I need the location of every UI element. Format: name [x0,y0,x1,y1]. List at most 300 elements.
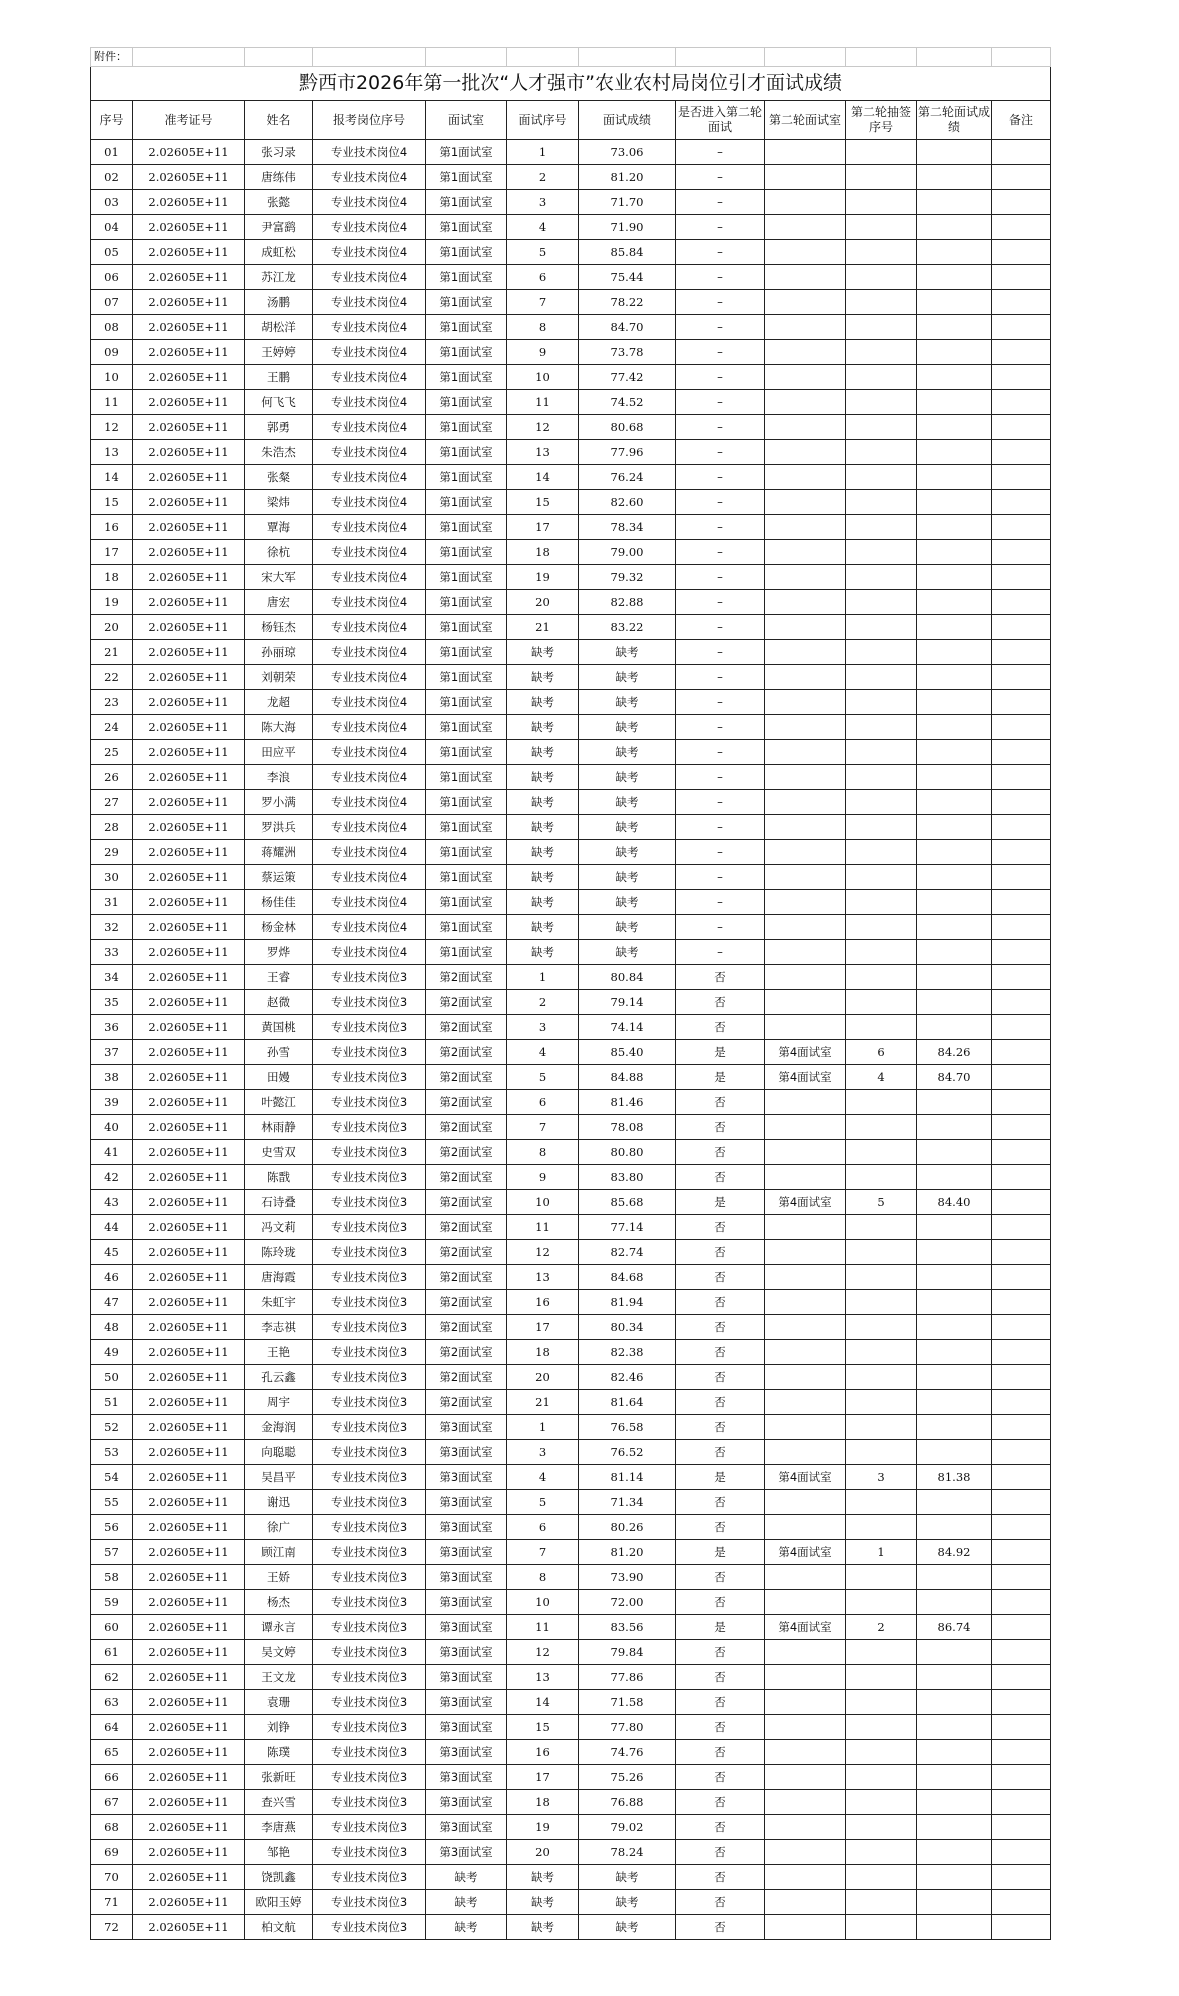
advance-cell: – [676,690,765,715]
note-cell [992,615,1051,640]
round2-room-cell [765,1290,846,1315]
ticket-cell: 2.02605E+11 [133,1190,245,1215]
room-cell: 第3面试室 [426,1690,507,1715]
table-row [91,390,1051,415]
ticket-cell: 2.02605E+11 [133,665,245,690]
round2-score-cell [917,415,992,440]
room-cell: 第1面试室 [426,715,507,740]
table-row [91,165,1051,190]
ticket-cell: 2.02605E+11 [133,815,245,840]
room-cell: 第1面试室 [426,215,507,240]
room-cell: 第1面试室 [426,390,507,415]
ticket-cell: 2.02605E+11 [133,1265,245,1290]
advance-cell: – [676,815,765,840]
round2-draw-cell [846,1590,917,1615]
round2-score-cell [917,940,992,965]
order-cell: 11 [507,390,579,415]
ticket-cell: 2.02605E+11 [133,765,245,790]
advance-cell: 否 [676,1790,765,1815]
room-cell: 第2面试室 [426,1140,507,1165]
post-cell: 专业技术岗位4 [313,465,426,490]
ticket-cell: 2.02605E+11 [133,1815,245,1840]
round2-score-cell: 84.92 [917,1540,992,1565]
table-row [91,1490,1051,1515]
round2-score-cell [917,1590,992,1615]
round2-score-cell [917,815,992,840]
room-cell: 第2面试室 [426,1390,507,1415]
round2-draw-cell [846,865,917,890]
note-cell [992,190,1051,215]
room-cell: 第1面试室 [426,890,507,915]
table-row [91,1040,1051,1065]
table-row [91,1690,1051,1715]
advance-cell: – [676,865,765,890]
note-cell [992,440,1051,465]
advance-cell: 是 [676,1465,765,1490]
name-cell: 张粲 [245,465,313,490]
round2-draw-cell [846,340,917,365]
advance-cell: 否 [676,965,765,990]
post-cell: 专业技术岗位3 [313,1640,426,1665]
round2-score-cell [917,1665,992,1690]
score-cell: 82.38 [579,1340,676,1365]
name-cell: 查兴雪 [245,1790,313,1815]
round2-room-cell [765,315,846,340]
round2-draw-cell [846,915,917,940]
table-row [91,1265,1051,1290]
ticket-cell: 2.02605E+11 [133,490,245,515]
table-row [91,990,1051,1015]
order-cell: 1 [507,1415,579,1440]
name-cell: 王艳 [245,1340,313,1365]
post-cell: 专业技术岗位4 [313,690,426,715]
advance-cell: 否 [676,1315,765,1340]
advance-cell: – [676,915,765,940]
advance-cell: – [676,615,765,640]
table-row [91,665,1051,690]
score-cell: 77.80 [579,1715,676,1740]
note-cell [992,590,1051,615]
post-cell: 专业技术岗位4 [313,890,426,915]
table-row [91,690,1051,715]
seq-cell: 30 [91,865,133,890]
round2-score-cell [917,1165,992,1190]
seq-cell: 54 [91,1465,133,1490]
round2-room-cell [765,715,846,740]
advance-cell: 否 [676,1590,765,1615]
seq-cell: 33 [91,940,133,965]
note-cell [992,1665,1051,1690]
round2-draw-cell [846,1490,917,1515]
advance-cell: – [676,490,765,515]
name-cell: 蔡运策 [245,865,313,890]
seq-cell: 63 [91,1690,133,1715]
ticket-cell: 2.02605E+11 [133,165,245,190]
seq-cell: 35 [91,990,133,1015]
round2-score-cell [917,715,992,740]
order-cell: 7 [507,1540,579,1565]
seq-cell: 58 [91,1565,133,1590]
post-cell: 专业技术岗位4 [313,865,426,890]
round2-draw-cell [846,215,917,240]
name-cell: 吴昌平 [245,1465,313,1490]
seq-cell: 50 [91,1365,133,1390]
ticket-cell: 2.02605E+11 [133,1865,245,1890]
round2-score-cell [917,640,992,665]
score-cell: 84.68 [579,1265,676,1290]
score-cell: 82.60 [579,490,676,515]
ticket-cell: 2.02605E+11 [133,1090,245,1115]
room-cell: 第2面试室 [426,1015,507,1040]
ticket-cell: 2.02605E+11 [133,1015,245,1040]
seq-cell: 47 [91,1290,133,1315]
order-cell: 15 [507,490,579,515]
round2-score-cell [917,1365,992,1390]
post-cell: 专业技术岗位3 [313,1540,426,1565]
post-cell: 专业技术岗位4 [313,365,426,390]
ticket-cell: 2.02605E+11 [133,440,245,465]
round2-score-cell [917,240,992,265]
seq-cell: 11 [91,390,133,415]
name-cell: 罗烨 [245,940,313,965]
room-cell: 第2面试室 [426,1090,507,1115]
table-row [91,1515,1051,1540]
score-cell: 81.20 [579,1540,676,1565]
note-cell [992,1840,1051,1865]
attachment-row [91,48,1051,67]
order-cell: 21 [507,615,579,640]
round2-score-cell [917,215,992,240]
room-cell: 第2面试室 [426,1190,507,1215]
order-cell: 缺考 [507,715,579,740]
round2-draw-cell [846,515,917,540]
post-cell: 专业技术岗位3 [313,1090,426,1115]
round2-room-cell [765,740,846,765]
round2-draw-cell [846,740,917,765]
seq-cell: 31 [91,890,133,915]
seq-cell: 27 [91,790,133,815]
seq-cell: 34 [91,965,133,990]
room-cell: 第2面试室 [426,1040,507,1065]
name-cell: 叶懿江 [245,1090,313,1115]
post-cell: 专业技术岗位4 [313,640,426,665]
seq-cell: 70 [91,1865,133,1890]
seq-cell: 68 [91,1815,133,1840]
table-row [91,1415,1051,1440]
round2-draw-cell [846,1790,917,1815]
seq-cell: 05 [91,240,133,265]
name-cell: 柏文航 [245,1915,313,1940]
room-cell: 第3面试室 [426,1490,507,1515]
name-cell: 张习录 [245,140,313,165]
order-cell: 缺考 [507,1865,579,1890]
room-cell: 第3面试室 [426,1765,507,1790]
order-cell: 10 [507,365,579,390]
round2-draw-cell [846,1740,917,1765]
table-row [91,215,1051,240]
note-cell [992,1765,1051,1790]
round2-room-cell [765,340,846,365]
advance-cell: 否 [676,1440,765,1465]
name-cell: 覃海 [245,515,313,540]
attachment-label: 附件： [91,48,133,67]
header-cell: 备注 [992,101,1051,140]
ticket-cell: 2.02605E+11 [133,1565,245,1590]
post-cell: 专业技术岗位4 [313,740,426,765]
room-cell: 第3面试室 [426,1590,507,1615]
ticket-cell: 2.02605E+11 [133,1490,245,1515]
note-cell [992,1490,1051,1515]
advance-cell: – [676,415,765,440]
ticket-cell: 2.02605E+11 [133,140,245,165]
table-row [91,1440,1051,1465]
ticket-cell: 2.02605E+11 [133,590,245,615]
name-cell: 陈戬 [245,1165,313,1190]
ticket-cell: 2.02605E+11 [133,1415,245,1440]
ticket-cell: 2.02605E+11 [133,790,245,815]
name-cell: 饶凯鑫 [245,1865,313,1890]
seq-cell: 61 [91,1640,133,1665]
name-cell: 金海润 [245,1415,313,1440]
order-cell: 18 [507,1790,579,1815]
table-row [91,590,1051,615]
score-cell: 73.90 [579,1565,676,1590]
order-cell: 缺考 [507,915,579,940]
table-row [91,1565,1051,1590]
round2-room-cell [765,290,846,315]
score-cell: 79.14 [579,990,676,1015]
seq-cell: 37 [91,1040,133,1065]
round2-draw-cell [846,990,917,1015]
round2-draw-cell [846,1515,917,1540]
round2-score-cell [917,140,992,165]
ticket-cell: 2.02605E+11 [133,1915,245,1940]
round2-draw-cell [846,1315,917,1340]
score-cell: 缺考 [579,740,676,765]
room-cell: 第3面试室 [426,1640,507,1665]
round2-room-cell [765,840,846,865]
score-cell: 缺考 [579,715,676,740]
advance-cell: – [676,590,765,615]
table-row [91,190,1051,215]
post-cell: 专业技术岗位4 [313,665,426,690]
note-cell [992,1240,1051,1265]
round2-score-cell [917,390,992,415]
seq-cell: 71 [91,1890,133,1915]
advance-cell: – [676,440,765,465]
advance-cell: – [676,765,765,790]
round2-draw-cell [846,1340,917,1365]
round2-room-cell [765,890,846,915]
score-cell: 83.56 [579,1615,676,1640]
note-cell [992,790,1051,815]
round2-draw-cell [846,1890,917,1915]
name-cell: 田应平 [245,740,313,765]
post-cell: 专业技术岗位4 [313,940,426,965]
advance-cell: 否 [676,1815,765,1840]
table-row [91,540,1051,565]
round2-draw-cell [846,1390,917,1415]
header-cell: 面试室 [426,101,507,140]
round2-room-cell [765,640,846,665]
score-cell: 85.84 [579,240,676,265]
seq-cell: 16 [91,515,133,540]
round2-room-cell: 第4面试室 [765,1065,846,1090]
order-cell: 21 [507,1390,579,1415]
header-row [91,101,1051,140]
table-row [91,1540,1051,1565]
round2-score-cell [917,690,992,715]
seq-cell: 39 [91,1090,133,1115]
advance-cell: – [676,190,765,215]
note-cell [992,1440,1051,1465]
round2-score-cell [917,465,992,490]
table-row [91,1840,1051,1865]
ticket-cell: 2.02605E+11 [133,240,245,265]
header-cell: 准考证号 [133,101,245,140]
name-cell: 蒋耀洲 [245,840,313,865]
score-cell: 80.84 [579,965,676,990]
order-cell: 20 [507,590,579,615]
advance-cell: – [676,715,765,740]
ticket-cell: 2.02605E+11 [133,1140,245,1165]
round2-draw-cell [846,440,917,465]
round2-draw-cell [846,565,917,590]
round2-room-cell [765,990,846,1015]
note-cell [992,565,1051,590]
seq-cell: 18 [91,565,133,590]
post-cell: 专业技术岗位3 [313,1665,426,1690]
room-cell: 第1面试室 [426,865,507,890]
room-cell: 第1面试室 [426,640,507,665]
note-cell [992,1690,1051,1715]
round2-draw-cell [846,1640,917,1665]
round2-room-cell [765,140,846,165]
order-cell: 4 [507,1465,579,1490]
note-cell [992,815,1051,840]
name-cell: 孙雪 [245,1040,313,1065]
advance-cell: 否 [676,1565,765,1590]
table-row [91,1865,1051,1890]
seq-cell: 15 [91,490,133,515]
post-cell: 专业技术岗位3 [313,965,426,990]
note-cell [992,1315,1051,1340]
note-cell [992,965,1051,990]
round2-draw-cell [846,1715,917,1740]
table-row [91,1790,1051,1815]
room-cell: 第2面试室 [426,1265,507,1290]
score-cell: 76.24 [579,465,676,490]
note-cell [992,265,1051,290]
seq-cell: 60 [91,1615,133,1640]
room-cell: 第3面试室 [426,1840,507,1865]
name-cell: 张懿 [245,190,313,215]
note-cell [992,515,1051,540]
room-cell: 第1面试室 [426,340,507,365]
seq-cell: 48 [91,1315,133,1340]
round2-score-cell [917,1815,992,1840]
round2-room-cell [765,1115,846,1140]
name-cell: 罗洪兵 [245,815,313,840]
score-cell: 77.86 [579,1665,676,1690]
ticket-cell: 2.02605E+11 [133,1765,245,1790]
order-cell: 缺考 [507,840,579,865]
seq-cell: 41 [91,1140,133,1165]
round2-room-cell [765,1690,846,1715]
round2-score-cell [917,1115,992,1140]
name-cell: 王婷婷 [245,340,313,365]
post-cell: 专业技术岗位3 [313,1365,426,1390]
round2-draw-cell [846,1415,917,1440]
round2-draw-cell [846,490,917,515]
table-row [91,1740,1051,1765]
post-cell: 专业技术岗位4 [313,215,426,240]
name-cell: 张新旺 [245,1765,313,1790]
table-row [91,890,1051,915]
note-cell [992,1190,1051,1215]
post-cell: 专业技术岗位3 [313,990,426,1015]
seq-cell: 01 [91,140,133,165]
note-cell [992,1015,1051,1040]
ticket-cell: 2.02605E+11 [133,515,245,540]
score-cell: 79.00 [579,540,676,565]
score-cell: 82.74 [579,1240,676,1265]
table-row [91,440,1051,465]
advance-cell: 否 [676,1265,765,1290]
advance-cell: 否 [676,1890,765,1915]
post-cell: 专业技术岗位3 [313,1115,426,1140]
post-cell: 专业技术岗位3 [313,1165,426,1190]
name-cell: 孔云鑫 [245,1365,313,1390]
name-cell: 邹艳 [245,1840,313,1865]
note-cell [992,1715,1051,1740]
round2-score-cell [917,1015,992,1040]
round2-draw-cell [846,1290,917,1315]
title-row [91,67,1051,101]
round2-score-cell [917,865,992,890]
order-cell: 缺考 [507,765,579,790]
name-cell: 何飞飞 [245,390,313,415]
seq-cell: 55 [91,1490,133,1515]
note-cell [992,665,1051,690]
round2-score-cell [917,265,992,290]
post-cell: 专业技术岗位3 [313,1140,426,1165]
table-row [91,1590,1051,1615]
round2-room-cell [765,915,846,940]
room-cell: 第1面试室 [426,615,507,640]
round2-draw-cell: 5 [846,1190,917,1215]
note-cell [992,1740,1051,1765]
post-cell: 专业技术岗位3 [313,1815,426,1840]
round2-room-cell [765,1765,846,1790]
score-cell: 缺考 [579,665,676,690]
table-row [91,715,1051,740]
round2-score-cell [917,1740,992,1765]
ticket-cell: 2.02605E+11 [133,1790,245,1815]
name-cell: 尹富鹞 [245,215,313,240]
order-cell: 17 [507,515,579,540]
ticket-cell: 2.02605E+11 [133,1740,245,1765]
table-row [91,1640,1051,1665]
table-row [91,615,1051,640]
round2-score-cell [917,890,992,915]
round2-draw-cell [846,315,917,340]
round2-draw-cell [846,890,917,915]
name-cell: 石诗叠 [245,1190,313,1215]
ticket-cell: 2.02605E+11 [133,990,245,1015]
post-cell: 专业技术岗位3 [313,1715,426,1740]
round2-draw-cell [846,1265,917,1290]
